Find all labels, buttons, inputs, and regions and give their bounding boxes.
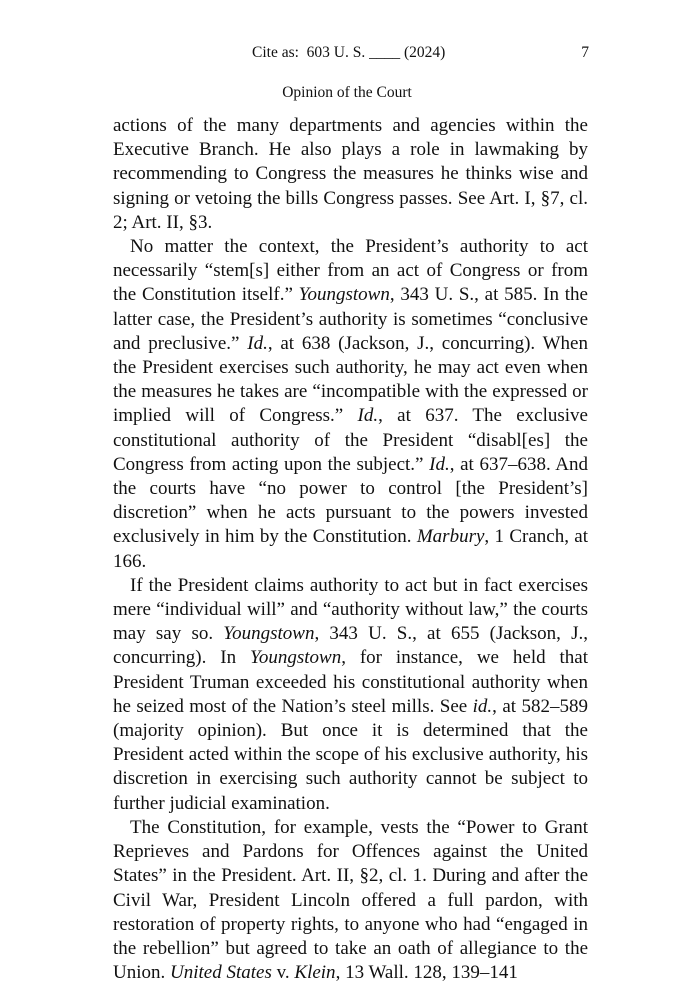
text-run: No matter the context, the President’s authority to act necessarily “stem[s] either from an act of Congress or from the Constitution itself.”	[113, 236, 588, 306]
body-paragraph	[113, 574, 588, 816]
italic-citation: United States	[170, 962, 272, 984]
italic-citation: Id.	[247, 332, 268, 354]
text-run: , 1 Cranch, at 166.	[113, 526, 589, 572]
text-run: The Constitution, for example, vests the “Power to Grant Reprieves and Pardons for Offences against the United States” in the President. Art. II, §2, cl. 1. During and after the Civil War, President Lincoln offered a full pardon, with restoration of property rights, to anyone who had “engaged in the rebellion” but agreed to take an oath of allegiance to the Union.	[113, 816, 588, 984]
body-paragraph	[113, 235, 588, 574]
text-run: , at 638 (Jackson, J., concurring). When the President exercises such authority, he may act even when the measures he takes are “incompatible with the expressed or implied will of Congress.”	[113, 332, 588, 427]
body-paragraph	[113, 816, 588, 985]
italic-citation: Marbury	[416, 526, 485, 548]
text-run: , 343 U. S., at 585. In the latter case, the President’s authority is sometimes “conclusive and preclusive.”	[113, 284, 588, 354]
opinion-body	[113, 114, 588, 985]
text-run: If the President claims authority to act but in fact exercises mere “individual will” and “authority without law,” the courts may say so.	[113, 574, 588, 645]
citation-line: Cite as: 603 U. S. ____ (2024)	[252, 44, 446, 61]
italic-citation: Id.	[357, 405, 379, 427]
text-run: v.	[271, 962, 295, 984]
text-run: , for instance, we held that President Truman exceeded his constitutional authority when he seized most of the Nation’s steel mills. See	[113, 647, 588, 717]
italic-citation: Youngstown	[250, 647, 342, 669]
text-run: actions of the many departments and agencies within the Executive Branch. He also plays a role in lawmaking by recommending to Congress the measures he thinks wise and signing or vetoing the bills Congress passes. See Art. I, §7, cl. 2; Art. II, §3.	[113, 115, 588, 233]
italic-citation: Youngstown	[223, 623, 315, 645]
body-paragraph	[113, 114, 588, 235]
opinion-label: Opinion of the Court	[282, 84, 412, 101]
text-run: , 343 U. S., at 655 (Jackson, J., concurring). In	[113, 623, 588, 669]
italic-citation: Klein	[294, 962, 336, 984]
italic-citation: Id.	[429, 453, 450, 475]
page-number: 7	[581, 44, 589, 61]
running-header	[0, 44, 694, 70]
text-run: , at 637. The exclusive constitutional authority of the President “disabl[es] the Congress from acting upon the subject.”	[113, 405, 588, 475]
text-run: , at 582–589 (majority opinion). But once it is determined that the President acted within the scope of his exclusive authority, his discretion in exercising such authority cannot be subject to further judicial examination.	[113, 695, 588, 814]
italic-citation: Youngstown	[298, 284, 390, 306]
italic-citation: id.	[472, 695, 493, 717]
text-run: , at 637–638. And the courts have “no power to control [the President’s] discretion” when he acts pursuant to the powers invested exclusively in him by the Constitution.	[113, 453, 588, 548]
text-run: , 13 Wall. 128, 139–141	[335, 962, 518, 984]
